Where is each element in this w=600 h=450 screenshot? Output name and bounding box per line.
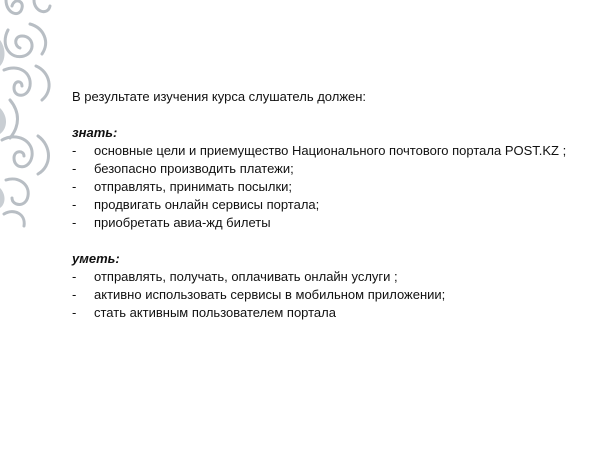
list-item-text: отправлять, принимать посылки; [94,179,293,194]
intro-text: В результате изучения курса слушатель должен: [72,89,367,104]
bullet-marker: - [72,305,77,320]
list-item [72,268,592,286]
section-spacer [72,232,592,250]
list-item-text: основные цели и приемущество Национального почтового портала POST.KZ ; [94,143,567,158]
bullet-marker: - [72,197,77,212]
list-item-text: стать активным пользователем портала [94,305,336,320]
list-item-text: отправлять, получать, оплачивать онлайн услуги ; [94,269,398,284]
know-list [72,142,592,232]
list-item [72,304,592,322]
list-item-text: безопасно производить платежи; [94,161,294,176]
bullet-marker: - [72,269,77,284]
can-list [72,268,592,322]
list-item-text: продвигать онлайн сервисы портала; [94,197,320,212]
bullet-marker: - [72,287,77,302]
list-item [72,214,592,232]
list-item [72,160,592,178]
bullet-marker: - [72,143,77,158]
list-item-text: активно использовать сервисы в мобильном приложении; [94,287,446,302]
know-heading: знать: [72,125,118,140]
list-item-text: приобретать авиа-жд билеты [94,215,271,230]
bullet-marker: - [72,161,77,176]
list-item [72,142,592,160]
list-item [72,178,592,196]
list-item [72,286,592,304]
can-heading: уметь: [72,251,120,266]
bullet-marker: - [72,179,77,194]
slide-content [72,88,592,322]
kazakh-ornament-icon [0,0,62,230]
bullet-marker: - [72,215,77,230]
list-item [72,196,592,214]
